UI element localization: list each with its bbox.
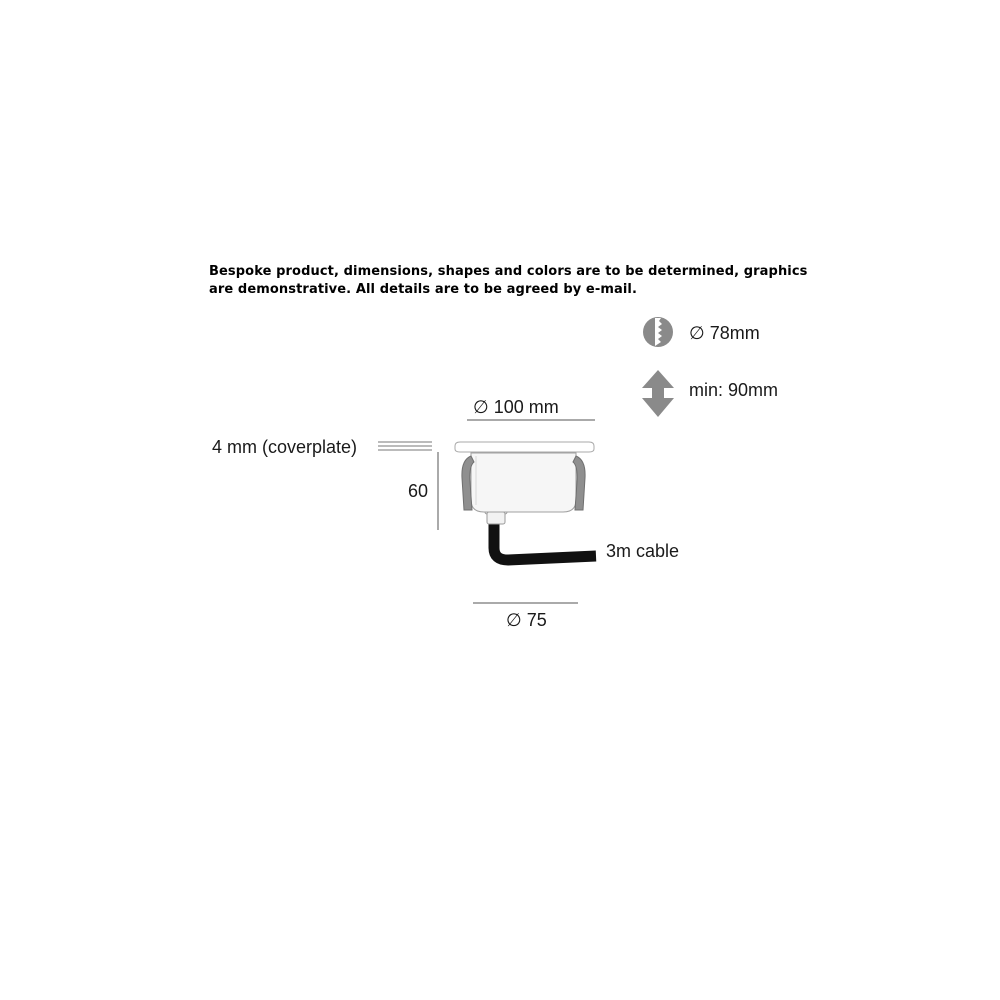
diameter-symbol: ∅ — [473, 397, 489, 417]
cutout-diameter-value: 78mm — [709, 323, 760, 343]
vertical-double-arrow-icon — [642, 370, 674, 417]
min-depth-label: min: 90mm — [689, 380, 779, 400]
cutout-diameter-label — [689, 322, 760, 344]
light-body — [471, 453, 576, 512]
disclaimer-line-2: are demonstrative. All details are to be agreed by e-mail. — [209, 282, 638, 297]
top-diameter-label — [473, 396, 559, 418]
height-label: 60 — [408, 481, 429, 501]
disclaimer-line-1: Bespoke product, dimensions, shapes and colors are to be determined, graphics — [209, 264, 808, 279]
diameter-symbol: ∅ — [689, 323, 705, 343]
hole-saw-icon — [643, 317, 673, 347]
coverplate-label: 4 mm (coverplate) — [212, 437, 358, 457]
cable — [494, 522, 596, 560]
bottom-diameter-label — [506, 609, 547, 631]
cable-label: 3m cable — [606, 541, 680, 561]
coverplate — [455, 442, 594, 452]
coverplate-leader — [378, 442, 432, 450]
top-diameter-value: 100 mm — [493, 397, 559, 417]
bottom-diameter-value: 75 — [526, 610, 547, 630]
diameter-symbol: ∅ — [506, 610, 522, 630]
